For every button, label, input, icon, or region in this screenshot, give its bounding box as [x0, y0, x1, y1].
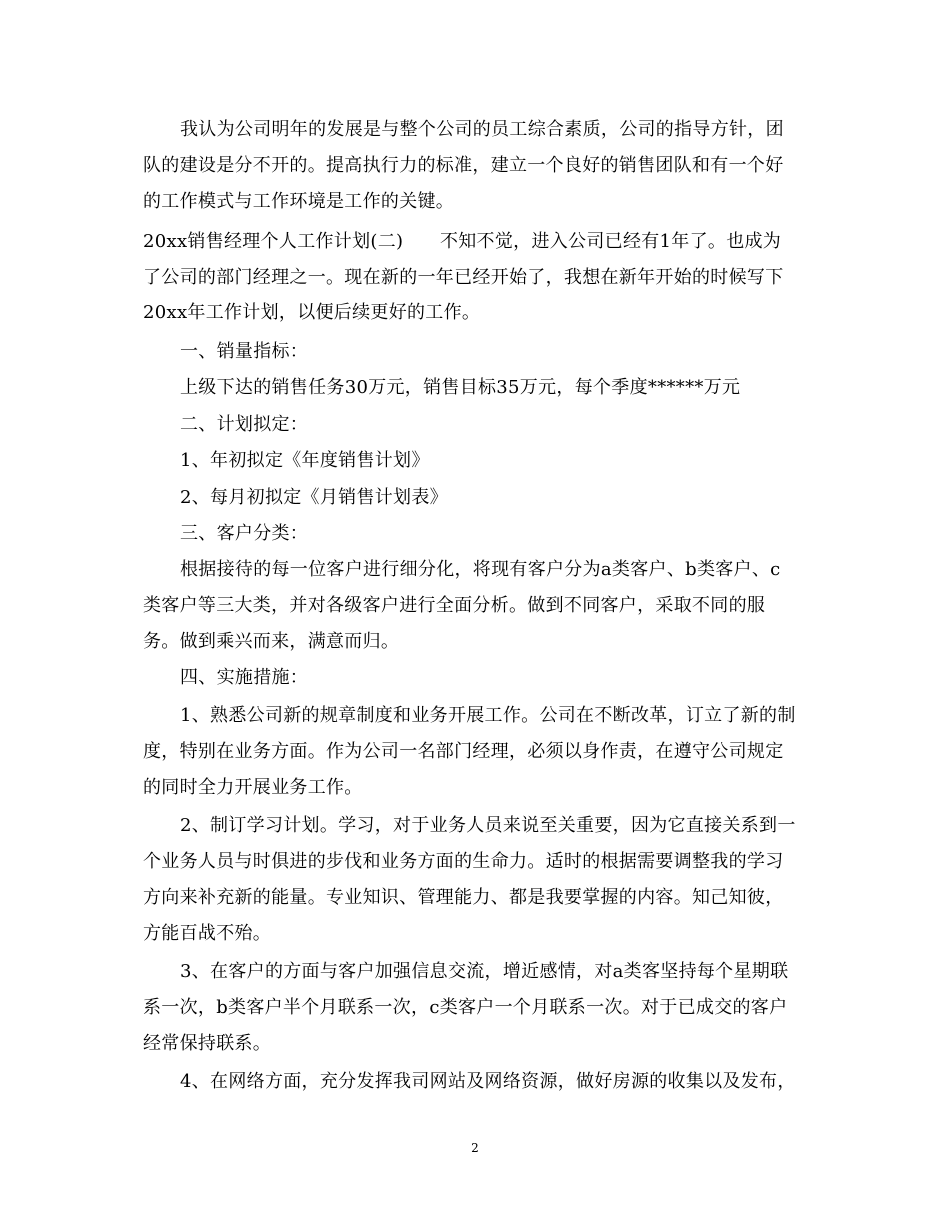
text-line: 的同时全力开展业务工作。: [143, 777, 363, 798]
section-heading: 三、客户分类：: [180, 523, 309, 544]
text-line: 4、在网络方面，充分发挥我司网站及网络资源，做好房源的收集以及发布，: [180, 1071, 796, 1092]
text-line: 1、熟悉公司新的规章制度和业务开展工作。公司在不断改革，订立了新的制: [180, 705, 796, 726]
text-line: 上级下达的销售任务30万元，销售目标35万元，每个季度******万元: [180, 377, 741, 398]
text-line: 系一次，b类客户半个月联系一次，c类客户一个月联系一次。对于已成交的客户: [143, 997, 788, 1018]
list-item: 1、年初拟定《年度销售计划》: [180, 450, 430, 471]
section-heading: 四、实施措施：: [180, 667, 309, 688]
text-line: 度，特别在业务方面。作为公司一名部门经理，必须以身作责，在遵守公司规定: [143, 741, 784, 762]
section-heading: 一、销量指标：: [180, 341, 309, 362]
text-line: 我认为公司明年的发展是与整个公司的员工综合素质，公司的指导方针，团: [180, 119, 784, 140]
text-line: 根据接待的每一位客户进行细分化，将现有客户分为a类客户、b类客户、c: [180, 559, 781, 580]
text-line: 2、制订学习计划。学习，对于业务人员来说至关重要，因为它直接关系到一: [180, 815, 796, 836]
section-heading: 20xx销售经理个人工作计划(二) 不知不觉，进入公司已经有1年了。也成为: [143, 231, 782, 252]
text-line: 20xx年工作计划，以便后续更好的工作。: [143, 302, 481, 323]
text-line: 类客户等三大类，并对各级客户进行全面分析。做到不同客户，采取不同的服: [143, 595, 766, 616]
text-line: 方向来补充新的能量。专业知识、管理能力、都是我要掌握的内容。知己知彼，: [143, 887, 784, 908]
section-heading: 二、计划拟定：: [180, 414, 309, 435]
text-line: 方能百战不殆。: [143, 923, 272, 944]
text-line: 3、在客户的方面与客户加强信息交流，增近感情，对a类客坚持每个星期联: [180, 961, 789, 982]
text-line: 的工作模式与工作环境是工作的关键。: [143, 191, 455, 212]
text-line: 了公司的部门经理之一。现在新的一年已经开始了，我想在新年开始的时候写下: [143, 267, 784, 288]
text-line: 个业务人员与时俱进的步伐和业务方面的生命力。适时的根据需要调整我的学习: [143, 851, 784, 872]
list-item: 2、每月初拟定《月销售计划表》: [180, 487, 448, 508]
page-number: 2: [471, 1141, 479, 1155]
text-line: 务。做到乘兴而来，满意而归。: [143, 631, 400, 652]
text-line: 经常保持联系。: [143, 1033, 272, 1054]
text-line: 队的建设是分不开的。提高执行力的标准，建立一个良好的销售团队和有一个好: [143, 155, 784, 176]
